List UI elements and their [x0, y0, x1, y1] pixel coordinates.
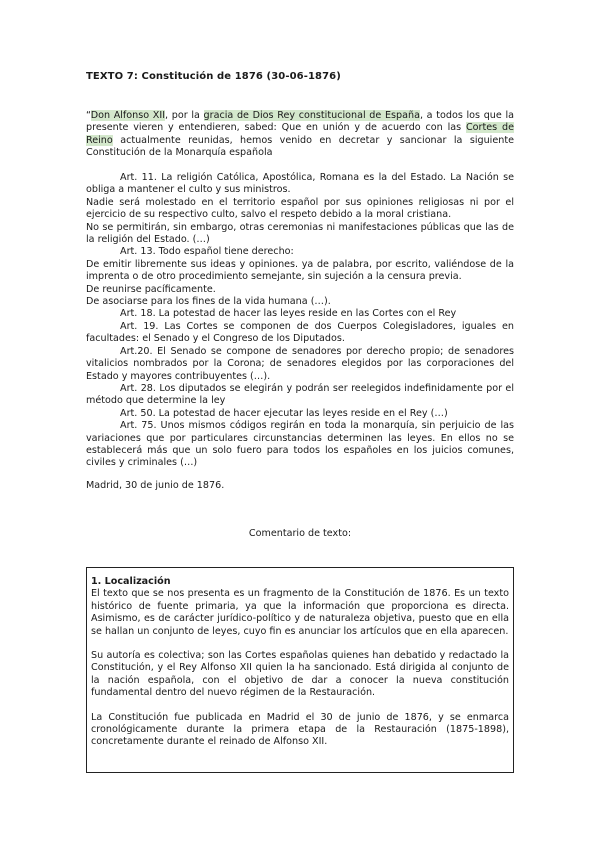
article-11-para-2: Nadie será molestado en el territorio español por sus opiniones religiosas ni por el ejercicio de su respectivo culto, salvo el respeto debido a la moral cristiana.	[86, 196, 514, 221]
articles-section	[86, 172, 514, 470]
article-11-para-3: No se permitirán, sin embargo, otras ceremonias ni manifestaciones públicas que las de la religión del Estado. (…)	[86, 221, 514, 246]
highlight-cortes: Cortes de Reino	[86, 122, 514, 146]
article-11: Art. 11. La religión Católica, Apostólica, Romana es la del Estado. La Nación se obliga a mantener el culto y sus ministros.	[86, 172, 514, 196]
intro-text-2: , a todos los que la presente vieren y entendieren, sabed: Que en unión y de acuerdo con las	[86, 110, 514, 134]
article-75: Art. 75. Unos mismos códigos regirán en toda la monarquía, sin perjuicio de las variaciones que por particulares circunstancias determinen las leyes. En ellos no se establecerá más que un solo fuero para todos los españoles en los juicios comunes, civiles y criminales (…)	[86, 420, 514, 469]
box-paragraph-3: La Constitución fue publicada en Madrid el 30 de junio de 1876, y se enmarca cronológicamente durante la primera etapa de la Restauración (1875-1898), concretamente durante el reinado de Alfonso XII.	[91, 711, 509, 748]
comment-title: Comentario de texto:	[248, 528, 352, 539]
intro-text-3: actualmente reunidas, hemos venido en decretar y sancionar la siguiente Constitución de la Monarquía española	[86, 134, 514, 159]
highlight-grace: gracia de Dios Rey constitucional de España	[203, 110, 420, 121]
article-13-item-3: De asociarse para los fines de la vida humana (…).	[86, 296, 331, 308]
intro-paragraph	[86, 110, 514, 160]
intro-text-1: , por la	[165, 110, 204, 121]
article-13-item-2: De reunirse pacíficamente.	[86, 283, 216, 295]
article-19: Art. 19. Las Cortes se componen de dos Cuerpos Colegisladores, iguales en facultades: el Senado y el Congreso de los Diputados.	[86, 320, 514, 345]
box-paragraph-1: El texto que se nos presenta es un fragmento de la Constitución de 1876. Es un texto histórico de fuente primaria, ya que la información que proporciona es directa. Asimismo, es de carácter jurídico-político y de naturaleza objetiva, puesto que en ella se hallan un conjunto de leyes, cuyo fin es anunciar los artículos que en ella aparecen.	[91, 588, 509, 637]
article-13-item-1: De emitir libremente sus ideas y opiniones. ya de palabra, por escrito, valiéndose de la imprenta o de otro procedimiento semejante, sin sujeción a la censura previa.	[86, 258, 514, 283]
article-20: Art.20. El Senado se compone de senadores por derecho propio; de senadores vitalicios nombrados por la Corona; de senadores elegidos por las corporaciones del Estado y mayores contribuyentes (…).	[86, 345, 514, 382]
highlight-king: Don Alfonso XII	[90, 110, 166, 121]
article-28: Art. 28. Los diputados se elegirán y podrán ser reelegidos indefinidamente por el método que determine la ley	[86, 382, 514, 407]
article-13: Art. 13. Todo español tiene derecho:	[120, 246, 294, 258]
box-heading: 1. Localización	[91, 576, 171, 587]
article-18: Art. 18. La potestad de hacer las leyes reside en las Cortes con el Rey	[120, 308, 457, 320]
localization-box	[86, 567, 514, 773]
document-date: Madrid, 30 de junio de 1876.	[86, 480, 225, 491]
box-paragraph-2: Su autoría es colectiva; son las Cortes españolas quienes han debatido y redactado la Constitución, y el Rey Alfonso XII quien la ha sancionado. Está dirigida al conjunto de la nación española, con el objetivo de dar a conocer la nueva constitución fundamental dentro del nuevo régimen de la Restauración.	[91, 650, 509, 699]
document-title: TEXTO 7: Constitución de 1876 (30-06-1876)	[86, 71, 341, 82]
quote-mark: “	[86, 110, 91, 121]
article-50: Art. 50. La potestad de hacer ejecutar las leyes reside en el Rey (…)	[120, 407, 448, 419]
